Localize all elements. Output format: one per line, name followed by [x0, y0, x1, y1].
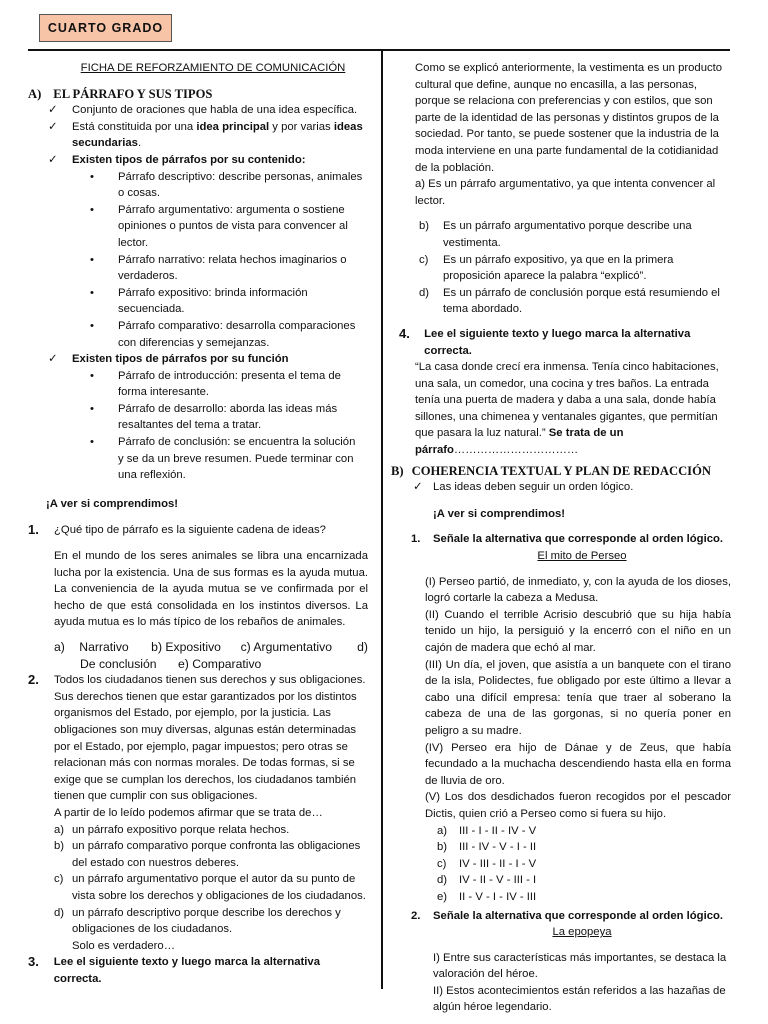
question-2-ask: A partir de lo leído podemos afirmar que se trata de…: [54, 806, 323, 819]
list-item-text: Párrafo comparativo: desarrolla comparaciones con diferencias y semejanzas.: [118, 319, 356, 349]
check-text-part: Está constituida por una: [72, 120, 197, 133]
option-letter: a): [54, 823, 65, 836]
perseo-items: [425, 574, 731, 823]
list-item-text: Párrafo de introducción: presenta el tema de forma interesante.: [118, 369, 341, 399]
check-item-4: [48, 351, 368, 368]
sequence-item: I) Entre sus características más importantes, se destaca la valoración del héroe.: [433, 951, 727, 981]
check-item-3: [48, 152, 368, 169]
question-text: Señale la alternativa que corresponde al orden lógico.: [433, 533, 724, 546]
grade-badge: CUARTO GRADO: [39, 14, 172, 42]
bullet-icon: •: [90, 319, 94, 332]
sequence-item: (II) Cuando el terrible Acrisio descubrió que su hija había tenido un hijo, la persiguió y la encerró con el niño en un cajón de madera que echó al mar.: [425, 608, 731, 654]
question-1: [28, 522, 368, 539]
check-text-part: y por varias: [269, 120, 334, 133]
option-text: Es un párrafo expositivo, ya que en la primera proposición aparece la palabra “explicó”.: [443, 253, 674, 283]
question-number: 4.: [399, 325, 410, 341]
list-item: [90, 318, 368, 351]
question-number: 1.: [28, 522, 39, 538]
bullet-icon: •: [90, 253, 94, 266]
question-number: 3.: [28, 954, 39, 970]
options-line-1: [54, 639, 368, 656]
list-item: [90, 401, 368, 434]
list-item: [90, 169, 368, 202]
bullet-icon: •: [90, 436, 94, 449]
option-letter: b): [437, 841, 448, 854]
check-text: Existen tipos de párrafos por su contenido:: [72, 153, 306, 166]
answer-blank: ……………………………: [453, 444, 579, 457]
question-text: Lee el siguiente texto y luego marca la alternativa correcta.: [53, 956, 320, 985]
section-a-title: EL PÁRRAFO Y SUS TIPOS: [53, 86, 213, 101]
check-icon: ✓: [48, 153, 58, 166]
option-text: e) Comparativo: [178, 656, 262, 671]
option-letter: e): [437, 890, 448, 903]
option-text: un párrafo comparativo porque confronta las obligaciones del estado con nuestros deberes.: [72, 840, 361, 869]
column-divider: [381, 49, 383, 989]
bullet-icon: •: [90, 402, 94, 415]
list-item: [90, 285, 368, 318]
question-2-tail: Solo es verdadero…: [72, 939, 175, 952]
list-item-text: Párrafo narrativo: relata hechos imaginarios o verdaderos.: [118, 253, 347, 283]
question-text: Lee el siguiente texto y luego marca la alternativa correcta.: [424, 327, 691, 357]
question-number: 2.: [411, 909, 421, 922]
option-text: De conclusión: [80, 656, 157, 671]
option-item: [437, 872, 731, 889]
bullet-icon: •: [90, 170, 94, 183]
section-b-heading: [391, 463, 731, 480]
list-item-text: Párrafo de conclusión: se encuentra la solución y se da un breve resumen. Puede terminar con una reflexión.: [118, 436, 356, 482]
option-letter: b): [54, 840, 65, 853]
question-1-passage: En el mundo de los seres animales se libra una encarnizada lucha por la existencia. Una de sus formas es la ayuda mutua. La conveniencia de la ayuda mutua se ve confirmada por el hecho de que está consolidada en los instintos diversos. La ayuda mutua es lo más típico de los rebaños de animales.: [54, 550, 368, 629]
list-item-text: Párrafo de desarrollo: aborda las ideas más resaltantes del tema a tratar.: [118, 402, 338, 432]
list-item-text: Párrafo argumentativo: argumenta o sostiene opiniones o puntos de vista para convencer al lector.: [118, 203, 348, 249]
option-letter: b): [419, 220, 430, 233]
check-text: Existen tipos de párrafos por su función: [72, 353, 289, 366]
option-text: Narrativo: [79, 640, 129, 654]
option-item: [54, 871, 368, 904]
sequence-item: (IV) Perseo era hijo de Dánae y de Zeus, que había fecundado a la muchacha descendiendo hasta ella en forma de lluvia de oro.: [425, 741, 731, 787]
question-1-options: [54, 639, 368, 672]
check-icon: ✓: [48, 120, 58, 133]
option-item: [437, 856, 731, 873]
right-column: [391, 60, 731, 1016]
option-letter: a): [437, 824, 448, 837]
option-letter: c): [419, 253, 429, 266]
option-text: b) Expositivo: [151, 640, 221, 654]
option-item: [419, 285, 731, 318]
sequence-item: (V) Los dos desdichados fueron recogidos por el pescador Dictis, quien crió a Perseo como si fuera su hijo.: [425, 791, 731, 820]
options-line-2: [80, 656, 368, 673]
check-icon: ✓: [413, 481, 423, 494]
check-item-1: [48, 102, 368, 119]
q4-passage: [415, 359, 731, 459]
worksheet-title: FICHA DE REFORZAMIENTO DE COMUNICACIÓN: [80, 62, 346, 74]
check-text: [72, 119, 368, 152]
list-item-text: Párrafo descriptivo: describe personas, animales o cosas.: [118, 170, 363, 200]
question-2-options: [54, 822, 368, 955]
section-b-letter: B): [391, 463, 404, 478]
check-item-b: [413, 479, 731, 496]
question-4: [399, 326, 731, 359]
option-item: [54, 905, 368, 938]
option-item: [54, 838, 368, 871]
header-divider: [28, 49, 730, 51]
sequence-item: (III) Un día, el joven, que asistía a un banquete con el tirano de la isla, Polidectes, fue obligado por este último a llevar a cabo una difícil empresa: tenía que traer al soberano la cabeza de una de las gorgonas, si no quería poner en peligro a su madre.: [425, 658, 731, 737]
bullet-icon: •: [90, 286, 94, 299]
question-2: [28, 672, 368, 805]
practice-heading: ¡A ver si comprendimos!: [46, 497, 179, 510]
list-item: [90, 252, 368, 285]
q3-option-a: a) Es un párrafo argumentativo, ya que intenta convencer al lector.: [415, 178, 716, 207]
option-item: [419, 252, 731, 285]
option-text: d): [357, 640, 368, 654]
check-icon: ✓: [48, 353, 58, 366]
q4-ask: Se trata de un párrafo: [415, 427, 624, 457]
list-item: [90, 368, 368, 401]
option-item: [437, 839, 731, 856]
option-letter: d): [437, 874, 448, 887]
option-letter: c): [54, 873, 64, 886]
section-a-letter: A): [28, 86, 42, 101]
check-text: Las ideas deben seguir un orden lógico.: [433, 481, 634, 494]
list-item-text: Párrafo expositivo: brinda información secuenciada.: [118, 286, 308, 316]
check-item-2: [48, 119, 368, 152]
option-item: [419, 218, 731, 251]
option-text: un párrafo descriptivo porque describe los derechos y obligaciones de los ciudadanos.: [72, 906, 341, 936]
exercise-2-subtitle: La epopeya: [552, 926, 612, 939]
option-letter: a): [54, 640, 65, 654]
section-a-heading: [28, 86, 368, 103]
check-text-part: .: [137, 137, 142, 150]
q3-passage: Como se explicó anteriormente, la vestimenta es un producto cultural que define, aunque no encasilla, a las personas, porque se relaciona con preferencias y con estilos, que son parte de la identidad de las personas y distintos grupos de la sociedad. Por tanto, se puede sostener que la industria de la moda interviene en una parte fundamental de la cotidianidad de la población.: [415, 62, 723, 174]
option-text: II - V - I - IV - III: [459, 890, 537, 903]
funcion-list: [28, 368, 368, 484]
exercise-1-subtitle: El mito de Perseo: [537, 550, 627, 563]
option-text: c) Argumentativo: [240, 640, 333, 654]
section-b-title: COHERENCIA TEXTUAL Y PLAN DE REDACCIÓN: [411, 463, 711, 478]
bullet-icon: •: [90, 203, 94, 216]
sequence-item: (I) Perseo partió, de inmediato, y, con la ayuda de los dioses, logró cortarle la cabeza a Medusa.: [425, 575, 731, 605]
option-letter: d): [419, 286, 430, 299]
option-letter: c): [437, 857, 447, 870]
question-3: [28, 954, 368, 987]
option-text: Es un párrafo argumentativo porque describe una vestimenta.: [443, 220, 692, 249]
option-text: un párrafo argumentativo porque el autor da su punto de vista sobre los derechos y obligaciones de los ciudadanos.: [72, 873, 366, 902]
bold-term: ideas secundarias: [72, 120, 363, 150]
left-column: [28, 60, 368, 987]
option-item: [437, 823, 731, 840]
option-text: IV - III - II - I - V: [459, 857, 537, 870]
check-icon: ✓: [48, 104, 58, 117]
question-text: Todos los ciudadanos tienen sus derechos y sus obligaciones. Sus derechos tienen que estar garantizados por los distintos organismos del Estado, por ejemplo, por la justicia. Las obligaciones son muy diversas, algunas están determinadas por el Estado, por ejemplo, pagar impuestos; pero otras se relacionan más con normas morales. De todas formas, si se exige que se cumplan los derechos, los ciudadanos también tienen que cumplir con sus obligaciones.: [54, 674, 366, 803]
bullet-icon: •: [90, 369, 94, 382]
practice-heading-b: ¡A ver si comprendimos!: [433, 507, 566, 520]
option-letter: d): [54, 906, 65, 919]
question-number: 2.: [28, 672, 39, 688]
option-text: III - IV - V - I - II: [459, 841, 537, 854]
exercise-2: [411, 908, 731, 925]
q4-passage-text: “La casa donde crecí era inmensa. Tenía cinco habitaciones, una sala, un comedor, una cocina y tres baños. La entrada tenía una puerta de madera y daba a una sala, donde había sillones, una chimenea y ventanales gigantes, que permitían que pasara la luz natural.”: [415, 361, 719, 440]
epopeya-items: [433, 950, 731, 1016]
sequence-item: II) Estos acontecimientos están referidos a las hazañas de algún héroe legendario.: [433, 984, 726, 1014]
list-item: [90, 202, 368, 252]
option-text: un párrafo expositivo porque relata hechos.: [72, 823, 290, 836]
option-item: [437, 889, 731, 906]
exercise-1-options: [437, 823, 731, 906]
check-text: Conjunto de oraciones que habla de una idea específica.: [72, 104, 358, 117]
contenido-list: [28, 169, 368, 352]
question-text: Señale la alternativa que corresponde al orden lógico.: [433, 909, 724, 922]
exercise-1: [411, 531, 731, 548]
option-item: [54, 822, 368, 839]
bold-term: idea principal: [196, 120, 270, 133]
q3-options: [419, 218, 731, 318]
option-text: IV - II - V - III - I: [459, 874, 537, 887]
question-number: 1.: [411, 533, 421, 546]
list-item: [90, 434, 368, 484]
option-text: III - I - II - IV - V: [459, 824, 537, 837]
option-text: Es un párrafo de conclusión porque está resumiendo el tema abordado.: [443, 286, 720, 316]
question-text: ¿Qué tipo de párrafo es la siguiente cadena de ideas?: [54, 524, 326, 537]
